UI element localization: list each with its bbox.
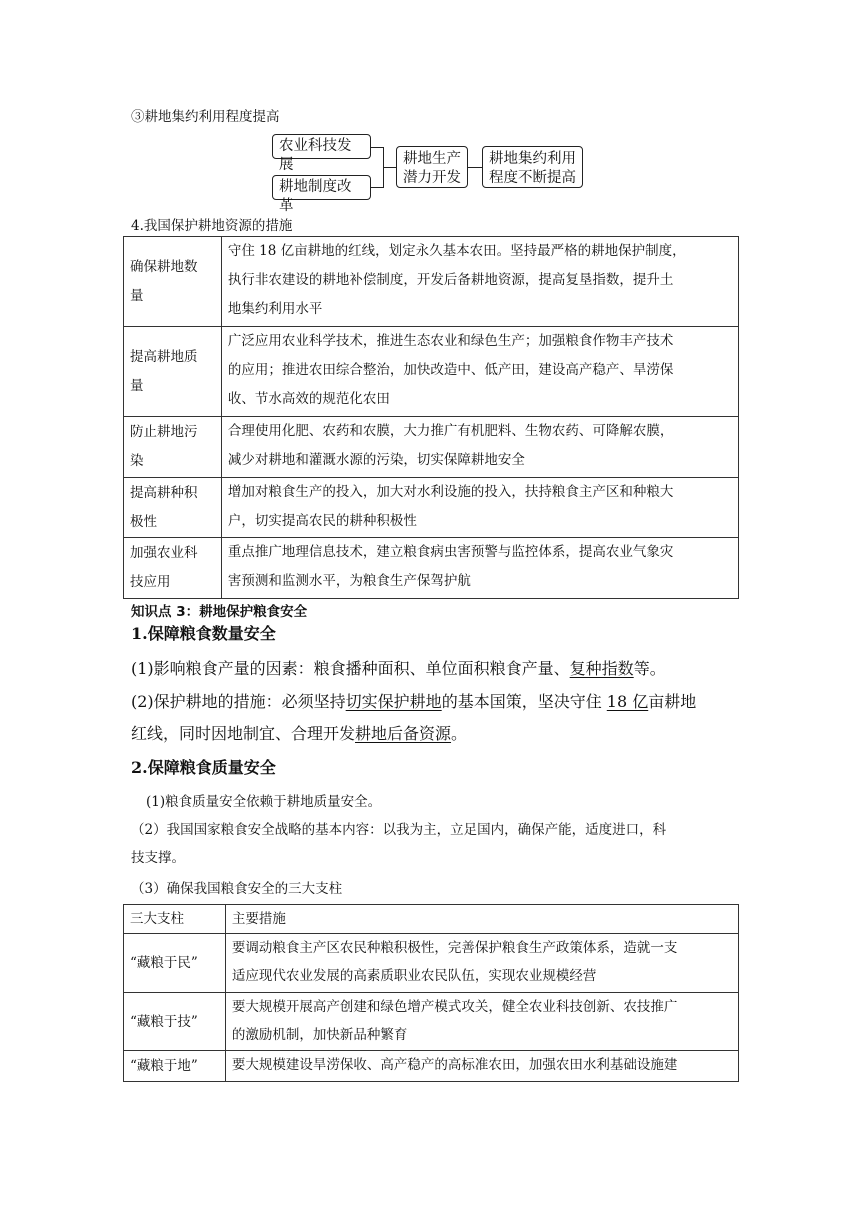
- table-cell-content: 合理使用化肥、农药和农膜，大力推广有机肥料、生物农药、可降解农膜， 减少对耕地和灌溉水源的污染，切实保障耕地安全: [221, 417, 738, 478]
- measures-table: [123, 236, 739, 599]
- underlined-term: 耕地后备资源: [355, 724, 452, 743]
- flow-box-potential-line1: 耕地生产: [403, 151, 461, 167]
- paragraph: (1)粮食质量安全依赖于耕地质量安全。: [146, 794, 382, 810]
- table-row: [124, 538, 739, 599]
- knowledge-title: 知识点 3：耕地保护粮食安全: [131, 604, 308, 620]
- table-cell-label: 提高耕地质 量: [124, 327, 222, 417]
- table-row: [124, 934, 739, 993]
- table-header-cell: 主要措施: [225, 905, 738, 934]
- table-cell-label: 防止耕地污 染: [124, 417, 222, 478]
- part-title: 2.保障粮食质量安全: [131, 758, 276, 777]
- paragraph: 红线，同时因地制宜、合理开发耕地后备资源。: [131, 724, 468, 743]
- table-cell-content: 广泛应用农业科学技术，推进生态农业和绿色生产；加强粮食作物丰产技术 的应用；推进农田综合整治，加快改造中、低产田，建设高产稳产、旱涝保 收、节水高效的规范化农田: [221, 327, 738, 417]
- table-header-cell: 三大支柱: [124, 905, 226, 934]
- flow-arrow-line: [383, 167, 396, 168]
- table-cell-label: “藏粮于地”: [124, 1051, 226, 1082]
- table-cell-content: 要大规模建设旱涝保收、高产稳产的高标准农田，加强农田水利基础设施建: [225, 1051, 738, 1082]
- table-cell-content: 重点推广地理信息技术，建立粮食病虫害预警与监控体系，提高农业气象灾 害预测和监测水平，为粮食生产保驾护航: [221, 538, 738, 599]
- paragraph: （2）我国国家粮食安全战略的基本内容：以我为主，立足国内，确保产能，适度进口，科: [131, 822, 667, 838]
- flow-connector: [371, 187, 383, 188]
- flow-box-potential-line2: 潜力开发: [403, 170, 461, 186]
- table-row: [124, 237, 739, 327]
- paragraph: （3）确保我国粮食安全的三大支柱: [131, 881, 343, 897]
- flow-arrow-line: [468, 167, 482, 168]
- table-cell-content: 要调动粮食主产区农民种粮积极性，完善保护粮食生产政策体系，造就一支 适应现代农业发展的高素质职业农民队伍，实现农业规模经营: [225, 934, 738, 993]
- table-row: [124, 417, 739, 478]
- table-cell-label: 确保耕地数 量: [124, 237, 222, 327]
- flow-box-result: [482, 146, 583, 188]
- underlined-term: 18 亿: [606, 692, 649, 711]
- table-cell-label: “藏粮于民”: [124, 934, 226, 993]
- table-cell-content: 要大规模开展高产创建和绿色增产模式攻关，健全农业科技创新、农技推广 的激励机制，加快新品种繁育: [225, 993, 738, 1051]
- flow-box-tech: 农业科技发展: [272, 134, 371, 159]
- pillars-table: [123, 904, 739, 1082]
- paragraph: (1)影响粮食产量的因素：粮食播种面积、单位面积粮食产量、复种指数等。: [131, 659, 666, 678]
- table-header-row: [124, 905, 739, 934]
- paragraph: (2)保护耕地的措施：必须坚持切实保护耕地的基本国策，坚决守住 18 亿亩耕地: [131, 692, 697, 711]
- table-cell-label: 提高耕种积 极性: [124, 478, 222, 538]
- part-title: 1.保障粮食数量安全: [131, 624, 276, 643]
- table-cell-content: 守住 18 亿亩耕地的红线，划定永久基本农田。坚持最严格的耕地保护制度， 执行非农建设的耕地补偿制度，开发后备耕地资源，提高复垦指数，提升土 地集约利用水平: [221, 237, 738, 327]
- table-row: [124, 1051, 739, 1082]
- paragraph: 技支撑。: [131, 850, 185, 866]
- intro-heading: ③耕地集约利用程度提高: [131, 109, 280, 125]
- flow-box-potential: [396, 146, 468, 188]
- flow-box-result-line1: 耕地集约利用: [489, 151, 576, 167]
- table-cell-label: 加强农业科 技应用: [124, 538, 222, 599]
- table-cell-content: 增加对粮食生产的投入，加大对水利设施的投入，扶持粮食主产区和种粮大 户，切实提高农民的耕种积极性: [221, 478, 738, 538]
- table-row: [124, 327, 739, 417]
- table-row: [124, 993, 739, 1051]
- flow-box-result-line2: 程度不断提高: [489, 170, 576, 186]
- table-row: [124, 478, 739, 538]
- underlined-term: 复种指数: [569, 659, 634, 678]
- section-title: 4.我国保护耕地资源的措施: [131, 218, 293, 234]
- flow-connector: [371, 147, 383, 148]
- underlined-term: 切实保护耕地: [345, 692, 442, 711]
- table-cell-label: “藏粮于技”: [124, 993, 226, 1051]
- flow-box-reform: 耕地制度改革: [272, 175, 371, 200]
